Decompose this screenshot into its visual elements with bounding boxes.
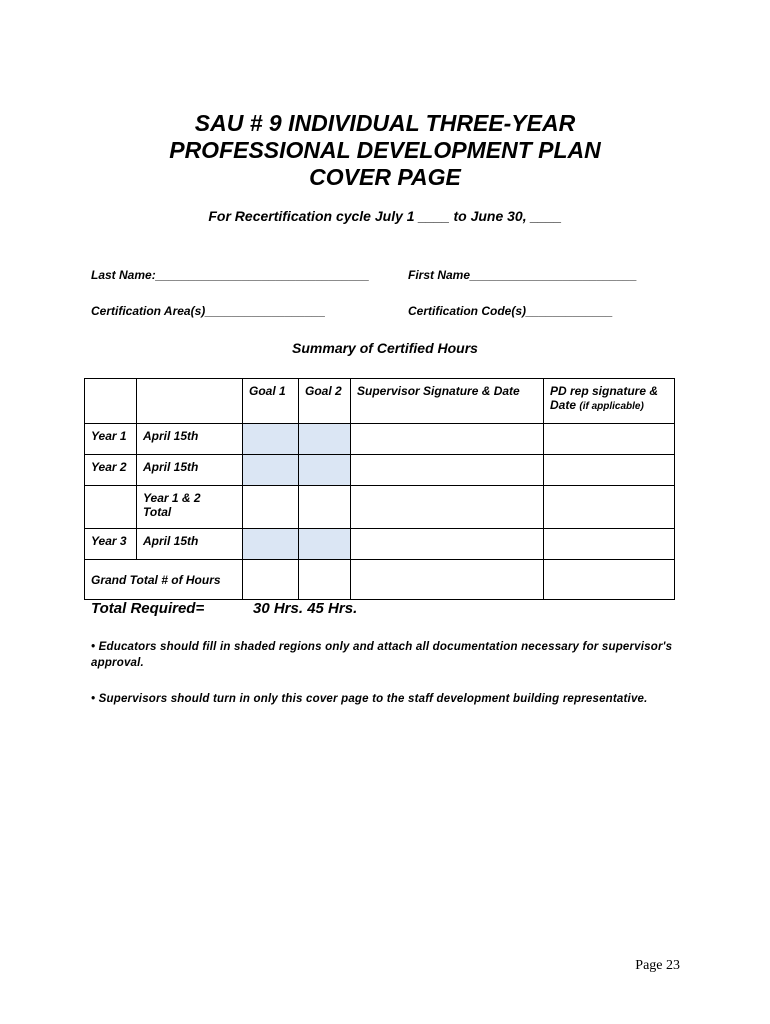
pd-rep-note: (if applicable) xyxy=(579,401,644,412)
table-row-grand-total xyxy=(85,560,675,600)
table-row-year-3 xyxy=(85,529,675,560)
certified-hours-table xyxy=(84,378,675,600)
total-1-2-pd-rep-cell[interactable] xyxy=(544,486,675,529)
year-1-goal-2-cell[interactable] xyxy=(299,424,351,455)
table-row-year-2 xyxy=(85,455,675,486)
year-2-goal-1-cell[interactable] xyxy=(243,455,299,486)
table-row-total-1-2 xyxy=(85,486,675,529)
grand-total-label: Grand Total # of Hours xyxy=(85,560,243,600)
year-3-goal-1-cell[interactable] xyxy=(243,529,299,560)
total-1-2-goal-1-cell[interactable] xyxy=(243,486,299,529)
grand-total-pd-rep-cell[interactable] xyxy=(544,560,675,600)
year-3-goal-2-cell[interactable] xyxy=(299,529,351,560)
year-1-label: Year 1 xyxy=(85,424,137,455)
last-name-field: Last Name:________________________________ xyxy=(91,268,370,282)
header-blank-2 xyxy=(137,379,243,424)
title-line-3: COVER PAGE xyxy=(309,164,461,190)
header-pd-rep xyxy=(544,379,675,424)
year-2-supervisor-cell[interactable] xyxy=(351,455,544,486)
certification-code-field: Certification Code(s)_____________ xyxy=(408,304,613,318)
pd-rep-label: PD rep signature & xyxy=(550,384,659,398)
grand-total-goal-2-cell[interactable] xyxy=(299,560,351,600)
year-2-label: Year 2 xyxy=(85,455,137,486)
total-1-2-label xyxy=(137,486,243,529)
total-1-2-supervisor-cell[interactable] xyxy=(351,486,544,529)
header-goal-1: Goal 1 xyxy=(243,379,299,424)
total-required-value: 30 Hrs. 45 Hrs. xyxy=(253,600,358,617)
recertification-cycle: For Recertification cycle July 1 ____ to June 30, ____ xyxy=(208,208,562,224)
header-goal-2: Goal 2 xyxy=(299,379,351,424)
summary-heading: Summary of Certified Hours xyxy=(292,340,478,356)
year-1-pd-rep-cell[interactable] xyxy=(544,424,675,455)
year-1-supervisor-cell[interactable] xyxy=(351,424,544,455)
year-2-pd-rep-cell[interactable] xyxy=(544,455,675,486)
header-blank-1 xyxy=(85,379,137,424)
page-number: Page 23 xyxy=(635,958,680,973)
first-name-field: First Name_________________________ xyxy=(408,268,637,282)
title-line-2: PROFESSIONAL DEVELOPMENT PLAN xyxy=(169,137,601,163)
year-3-date: April 15th xyxy=(137,529,243,560)
header-supervisor: Supervisor Signature & Date xyxy=(351,379,544,424)
year-3-pd-rep-cell[interactable] xyxy=(544,529,675,560)
table-header-row xyxy=(85,379,675,424)
educators-note: • Educators should fill in shaded regions only and attach all documentation necessary for supervisor's approval. xyxy=(91,641,673,669)
year-2-date: April 15th xyxy=(137,455,243,486)
certification-area-field: Certification Area(s)__________________ xyxy=(91,304,326,318)
total-required-label: Total Required= xyxy=(91,600,205,617)
grand-total-supervisor-cell[interactable] xyxy=(351,560,544,600)
year-3-supervisor-cell[interactable] xyxy=(351,529,544,560)
total-1-2-goal-2-cell[interactable] xyxy=(299,486,351,529)
document-title xyxy=(0,110,770,191)
pd-rep-date: Date xyxy=(550,398,577,412)
total-1-2-blank xyxy=(85,486,137,529)
total-1-2-line-2: Total xyxy=(143,505,172,519)
year-2-goal-2-cell[interactable] xyxy=(299,455,351,486)
year-3-label: Year 3 xyxy=(85,529,137,560)
title-line-1: SAU # 9 INDIVIDUAL THREE-YEAR xyxy=(194,110,576,136)
table-row-year-1 xyxy=(85,424,675,455)
year-1-date: April 15th xyxy=(137,424,243,455)
year-1-goal-1-cell[interactable] xyxy=(243,424,299,455)
total-1-2-line-1: Year 1 & 2 xyxy=(143,491,201,505)
grand-total-goal-1-cell[interactable] xyxy=(243,560,299,600)
supervisors-note: • Supervisors should turn in only this cover page to the staff development building representative. xyxy=(91,693,648,705)
